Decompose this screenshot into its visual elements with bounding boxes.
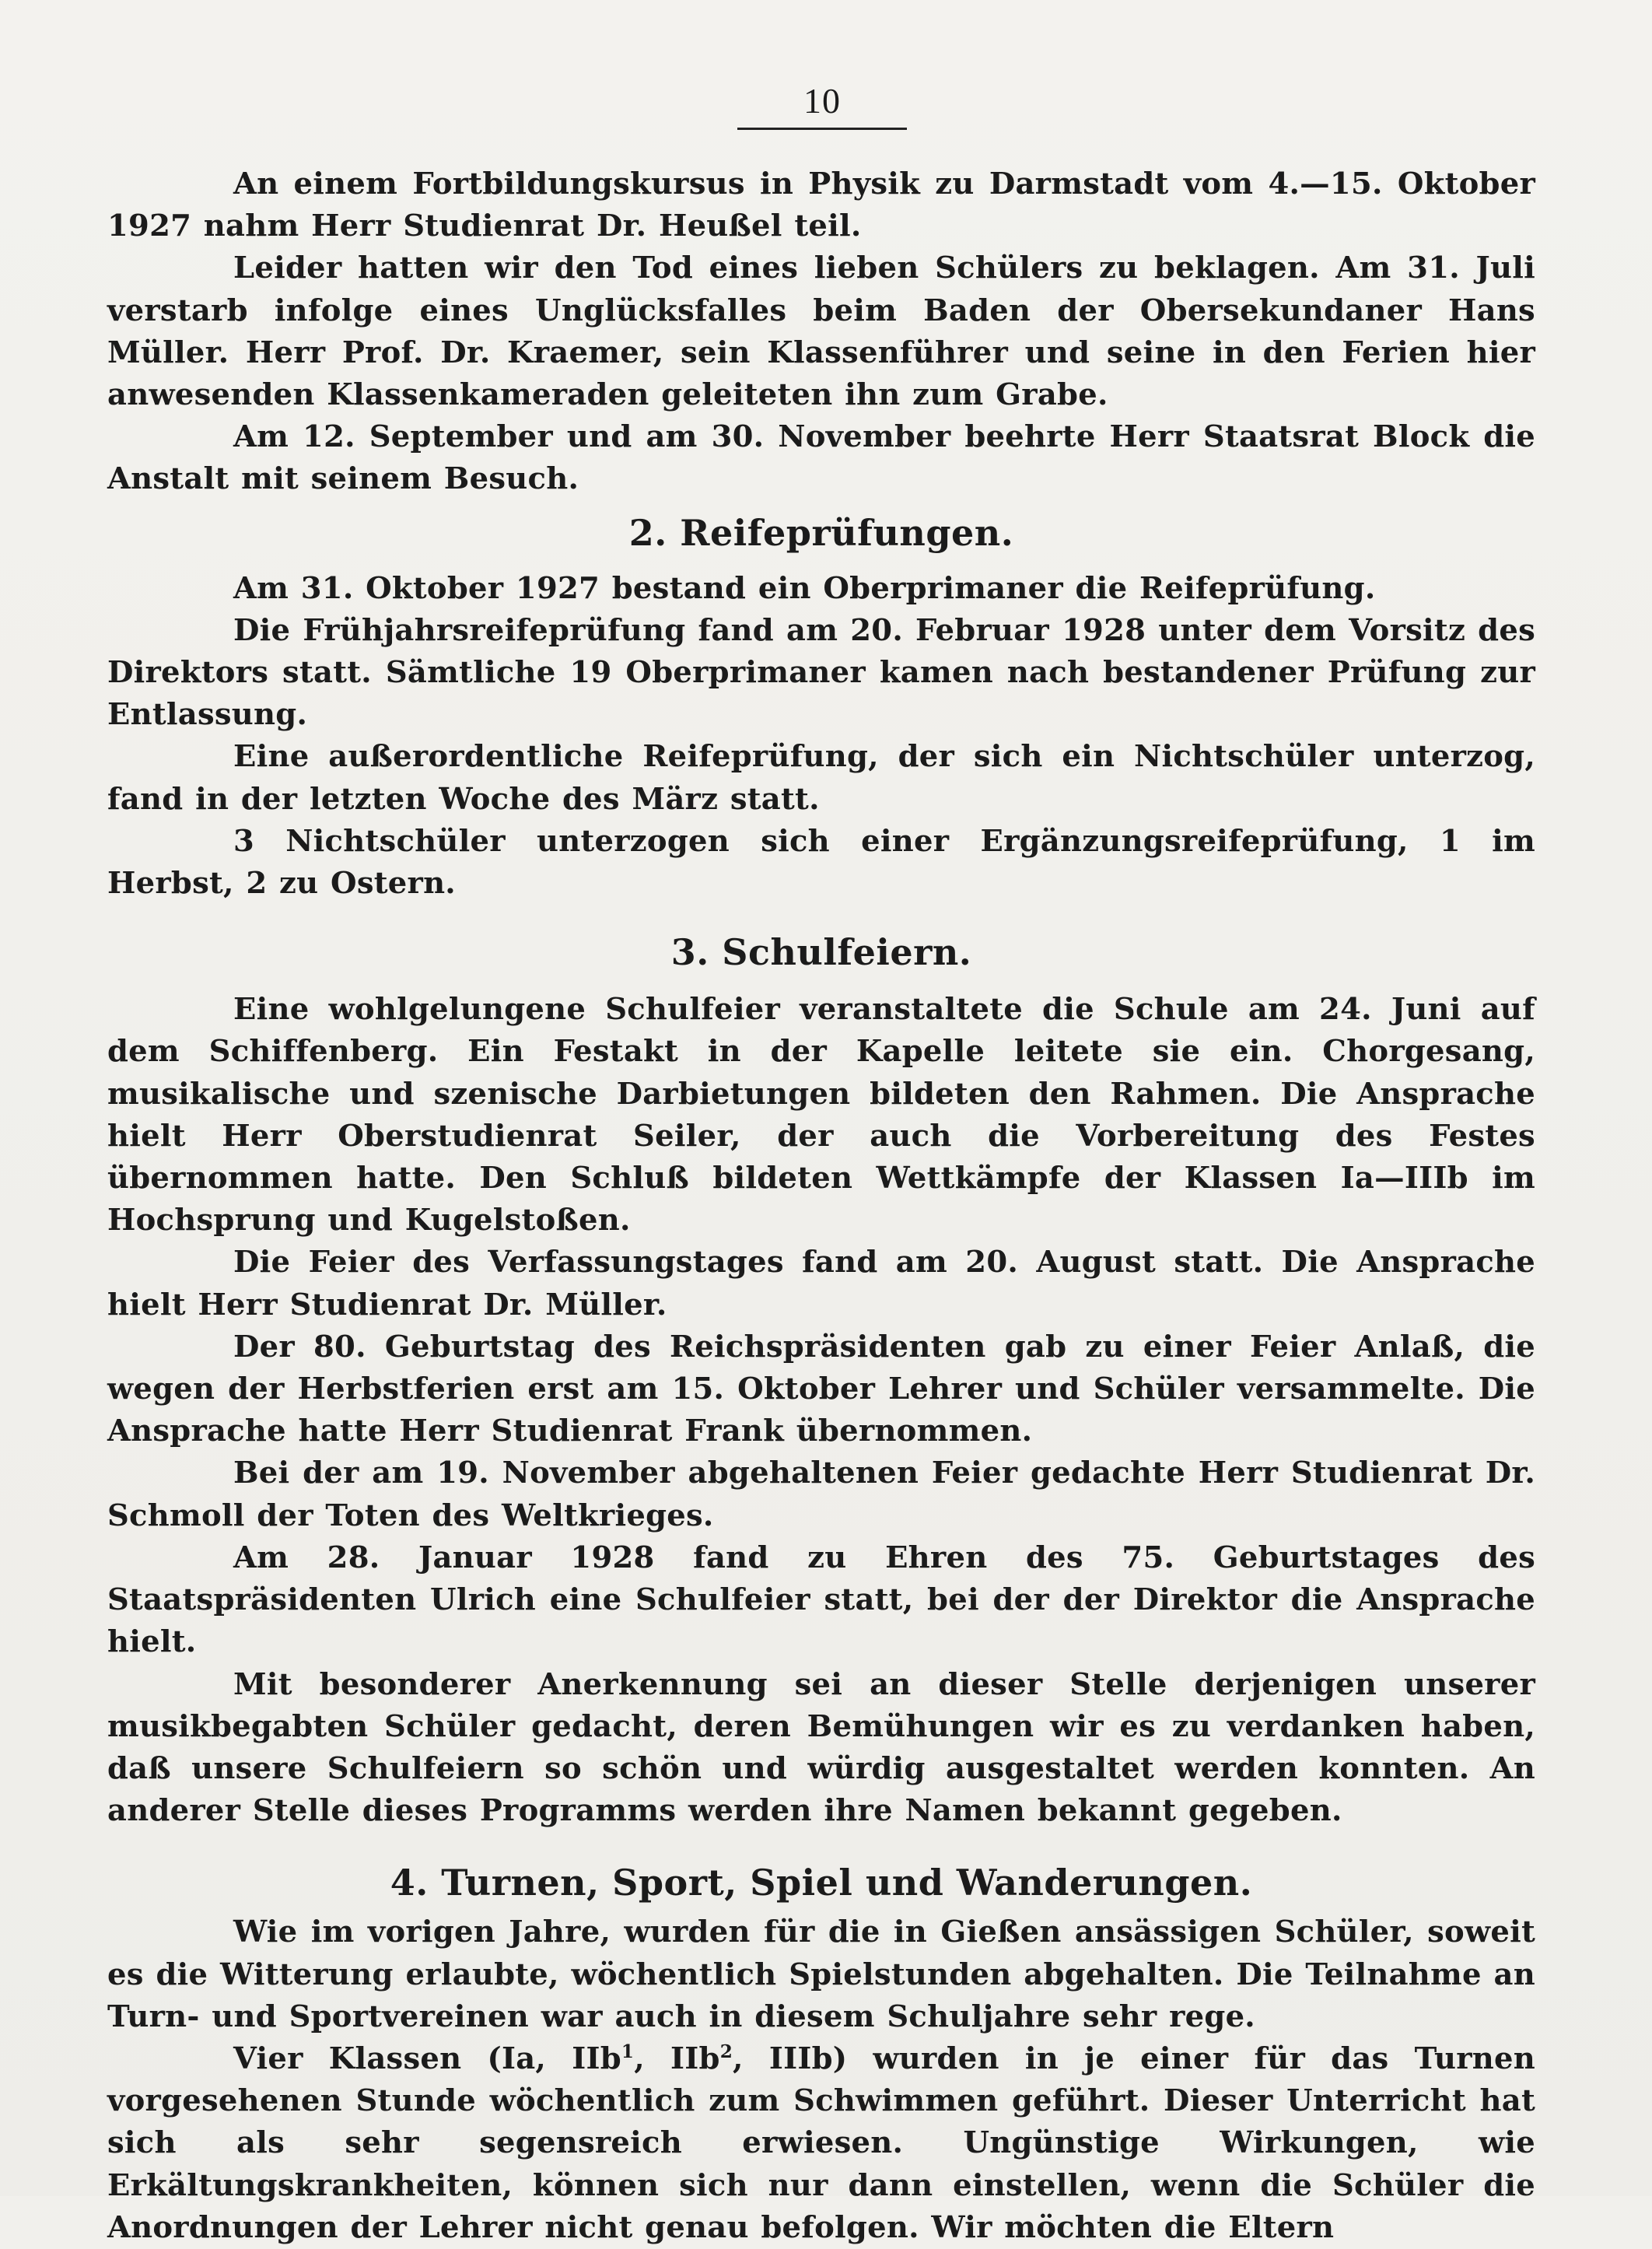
paragraph: 3 Nichtschüler unterzogen sich einer Ergänzungsreifeprüfung, 1 im Herbst, 2 zu Ostern. (107, 823, 1535, 902)
paragraph: An einem Fortbildungskursus in Physik zu Darmstadt vom 4.—15. Oktober 1927 nahm Herr Studienrat Dr. Heußel teil. (107, 166, 1535, 244)
paragraph: Eine außerordentliche Reifeprüfung, der sich ein Nichtschüler unterzog, fand in der letzten Woche des März statt. (107, 739, 1535, 817)
section-heading: 3. Schulfeiern. (670, 931, 972, 974)
paragraph: Leider hatten wir den Tod eines lieben Schülers zu beklagen. Am 31. Juli verstarb infolge eines Unglücksfalles beim Baden der Obersekundaner Hans Müller. Herr Prof. Dr. Kraemer, sein Klassenführer und seine in den Ferien hier anwesenden Klassenkameraden geleiteten ihn zum Grabe. (107, 250, 1535, 413)
paragraph: Am 28. Januar 1928 fand zu Ehren des 75. Geburtstages des Staatspräsidenten Ulrich eine Schulfeier statt, bei der der Direktor die Ansprache hielt. (107, 1540, 1535, 1660)
text-run: , IIb (634, 2041, 720, 2076)
superscript: 2 (719, 2041, 733, 2063)
header-rule (737, 128, 907, 130)
paragraph: Die Feier des Verfassungstages fand am 20. August statt. Die Ansprache hielt Herr Studienrat Dr. Müller. (107, 1245, 1535, 1322)
superscript: 1 (621, 2041, 635, 2063)
section-staff-notes (107, 163, 1535, 501)
paragraph: Mit besonderer Anerkennung sei an dieser Stelle derjenigen unserer musikbegabten Schüler gedacht, deren Bemühungen wir es zu verdanken haben, daß unsere Schulfeiern so schön und würdig ausgestaltet werden konnten. An anderer Stelle dieses Programms werden ihre Namen bekannt gegeben. (107, 1666, 1535, 1829)
paragraph: Der 80. Geburtstag des Reichspräsidenten gab zu einer Feier Anlaß, die wegen der Herbstferien erst am 15. Oktober Lehrer und Schüler versammelte. Die Ansprache hatte Herr Studienrat Frank übernommen. (107, 1329, 1535, 1449)
paragraph-swimming (107, 2038, 1535, 2249)
paragraph: Am 12. September und am 30. November beehrte Herr Staatsrat Block die Anstalt mit seinem Besuch. (107, 419, 1535, 497)
text-run: , IIIb) wurden in je einer für das Turnen vorgesehenen Stunde wöchentlich zum Schwimmen geführt. Dieser Unterricht hat sich als sehr segensreich erwiesen. Ungünstige Wirkungen, wie Erkältungskrankheiten, können sich nur dann einstellen, wenn die Schüler die Anordnungen der Lehrer nicht genau befolgen. Wir möchten die Eltern (107, 2041, 1535, 2245)
paragraph: Die Frühjahrsreifeprüfung fand am 20. Februar 1928 unter dem Vorsitz des Direktors statt. Sämtliche 19 Oberprimaner kamen nach bestandener Prüfung zur Entlassung. (107, 612, 1535, 733)
section-heading: 4. Turnen, Sport, Spiel und Wanderungen. (390, 1862, 1253, 1904)
document-body (107, 163, 1535, 2249)
section-turnen-sport (107, 1860, 1535, 2249)
page-header (737, 78, 907, 130)
page-number: 10 (803, 81, 841, 121)
text-run: Vier Klassen (Ia, IIb (233, 2041, 621, 2076)
paragraph: Bei der am 19. November abgehaltenen Feier gedachte Herr Studienrat Dr. Schmoll der Toten des Weltkrieges. (107, 1456, 1535, 1533)
section-reifepruefungen (107, 510, 1535, 906)
section-schulfeiern (107, 930, 1535, 1832)
paragraph: Am 31. Oktober 1927 bestand ein Oberprimaner die Reifeprüfung. (233, 570, 1376, 606)
paragraph: Eine wohlgelungene Schulfeier veranstaltete die Schule am 24. Juni auf dem Schiffenberg. Ein Festakt in der Kapelle leitete sie ein. Chorgesang, musikalische und szenische Darbietungen bildeten den Rahmen. Die Ansprache hielt Herr Oberstudienrat Seiler, der auch die Vorbereitung des Festes übernommen hatte. Den Schluß bildeten Wettkämpfe der Klassen Ia—IIIb im Hochsprung und Kugelstoßen. (107, 992, 1535, 1238)
section-heading: 2. Reifeprüfungen. (628, 511, 1014, 554)
paragraph: Wie im vorigen Jahre, wurden für die in Gießen ansässigen Schüler, soweit es die Witterung erlaubte, wöchentlich Spielstunden abgehalten. Die Teilnahme an Turn- und Sportvereinen war auch in diesem Schuljahre sehr rege. (107, 1914, 1535, 2034)
